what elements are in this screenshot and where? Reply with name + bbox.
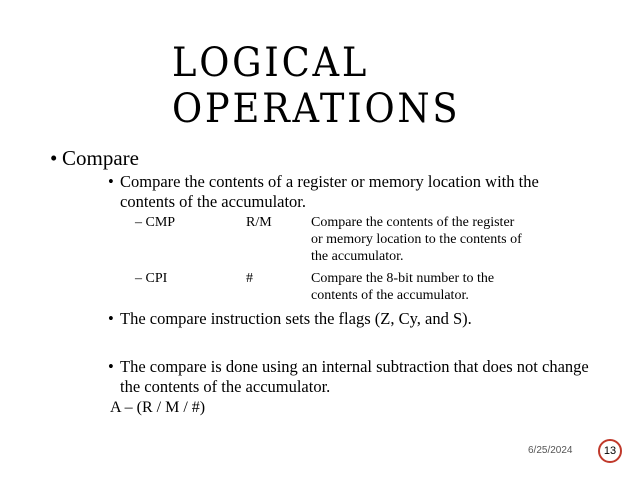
page-number-badge: 13 <box>598 439 622 463</box>
sub-bullet-subtraction <box>108 357 590 397</box>
description-line: Compare the 8-bit number to the <box>311 271 495 286</box>
bullet-dot-icon: • <box>108 357 114 376</box>
instruction-operand: R/M <box>246 215 272 230</box>
instruction-description <box>311 270 494 304</box>
instruction-operand: # <box>246 271 253 286</box>
sub-bullet-flags <box>108 309 590 329</box>
main-bullet <box>50 146 139 171</box>
description-line: the accumulator. <box>311 249 404 264</box>
slide-date: 6/25/2024 <box>528 445 573 456</box>
main-bullet-text: Compare <box>62 146 139 170</box>
sub-bullet-text: The compare instruction sets the flags (Z, Cy, and S). <box>120 309 472 328</box>
instruction-description <box>311 214 522 265</box>
bullet-dot-icon: • <box>108 309 114 328</box>
slide-title <box>172 40 460 132</box>
sub-bullet-compare-contents <box>108 172 590 212</box>
bullet-dot-icon: • <box>108 172 114 191</box>
sub-bullet-text: The compare is done using an internal subtraction that does not change the contents of the accumulator. <box>120 357 589 396</box>
title-line-2: OPERATIONS <box>172 86 461 132</box>
description-line: Compare the contents of the register <box>311 215 515 230</box>
instruction-mnemonic: – CMP <box>135 215 176 230</box>
title-line-1: LOGICAL <box>172 40 370 86</box>
bullet-dot-icon: • <box>50 146 58 170</box>
description-line: or memory location to the contents of <box>311 232 522 247</box>
description-line: contents of the accumulator. <box>311 288 469 303</box>
instruction-mnemonic: – CPI <box>135 271 168 286</box>
expression: A – (R / M / #) <box>110 399 206 416</box>
sub-bullet-text: Compare the contents of a register or memory location with the contents of the accumulator. <box>120 172 539 211</box>
